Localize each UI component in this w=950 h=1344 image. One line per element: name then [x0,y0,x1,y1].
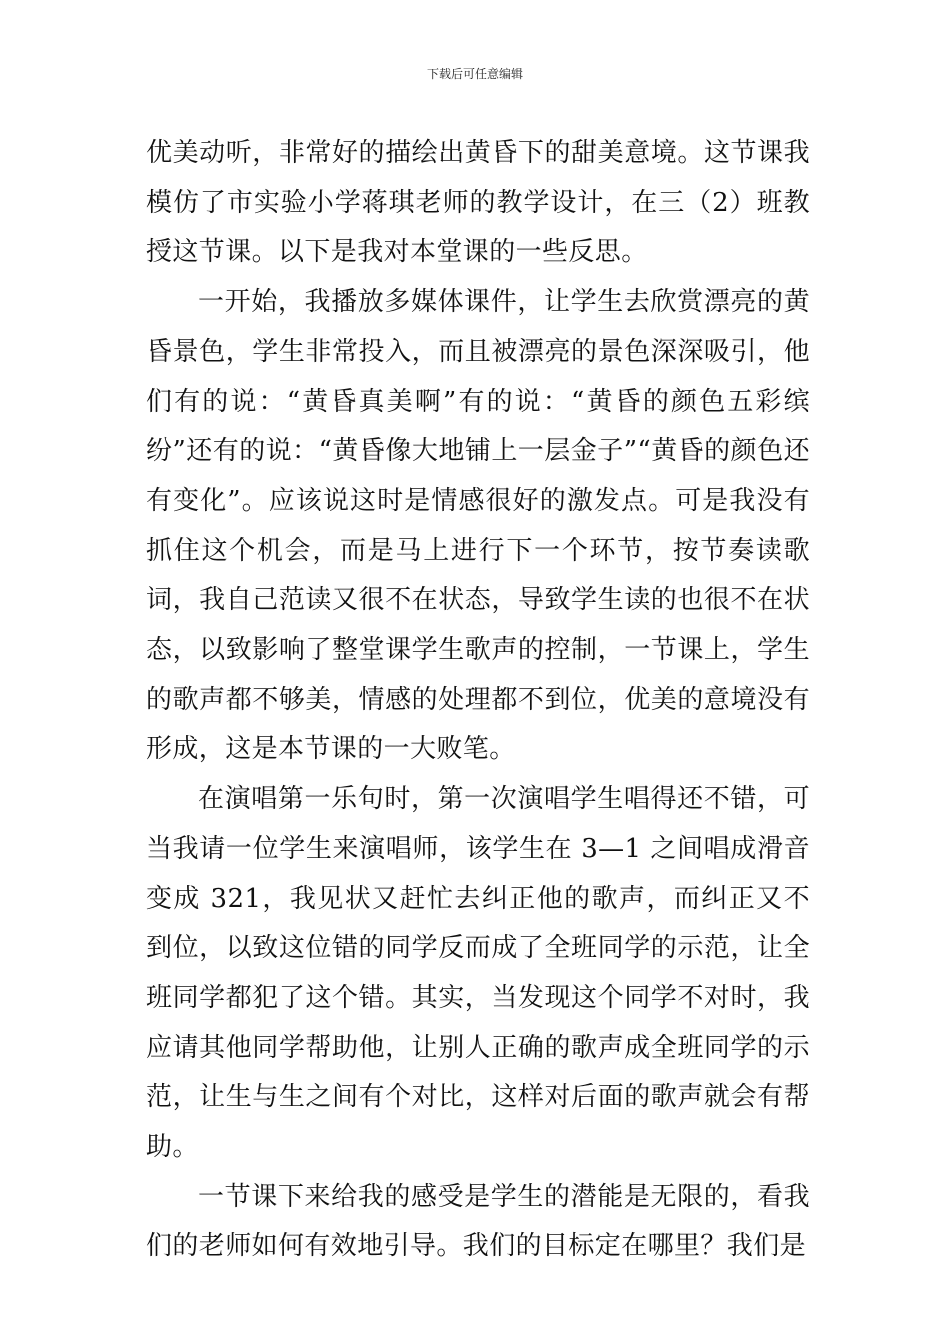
paragraph-4: 一节课下来给我的感受是学生的潜能是无限的，看我们的老师如何有效地引导。我们的目标定在哪里？我们是 [146,1181,810,1262]
paragraph-1: 优美动听，非常好的描绘出黄昏下的甜美意境。这节课我模仿了市实验小学蒋琪老师的教学设计，在三（2）班教授这节课。以下是我对本堂课的一些反思。 [146,138,810,268]
page-header: 下载后可任意编辑 [426,67,523,81]
document-body [146,129,810,1272]
paragraph-3: 在演唱第一乐句时，第一次演唱学生唱得还不错，可当我请一位学生来演唱师，该学生在 3—1 之间唱成滑音变成 321，我见状又赶忙去纠正他的歌声，而纠正又不到位，以致这位错的同学反而成了全班同学的示范，让全班同学都犯了这个错。其实，当发现这个同学不对时，我应请其他同学帮助他，让别人正确的歌声成全班同学的示范，让生与生之间有个对比，这样对后面的歌声就会有帮助。 [146,784,810,1163]
paragraph-2: 一开始，我播放多媒体课件，让学生去欣赏漂亮的黄昏景色，学生非常投入，而且被漂亮的景色深深吸引，他们有的说：“黄昏真美啊”有的说：“黄昏的颜色五彩缤纷”还有的说：“黄昏像大地铺上一层金子”“黄昏的颜色还有变化”。应该说这时是情感很好的激发点。可是我没有抓住这个机会，而是马上进行下一个环节，按节奏读歌词，我自己范读又很不在状态，导致学生读的也很不在状态，以致影响了整堂课学生歌声的控制，一节课上，学生的歌声都不够美，情感的处理都不到位，优美的意境没有形成，这是本节课的一大败笔。 [146,287,810,765]
